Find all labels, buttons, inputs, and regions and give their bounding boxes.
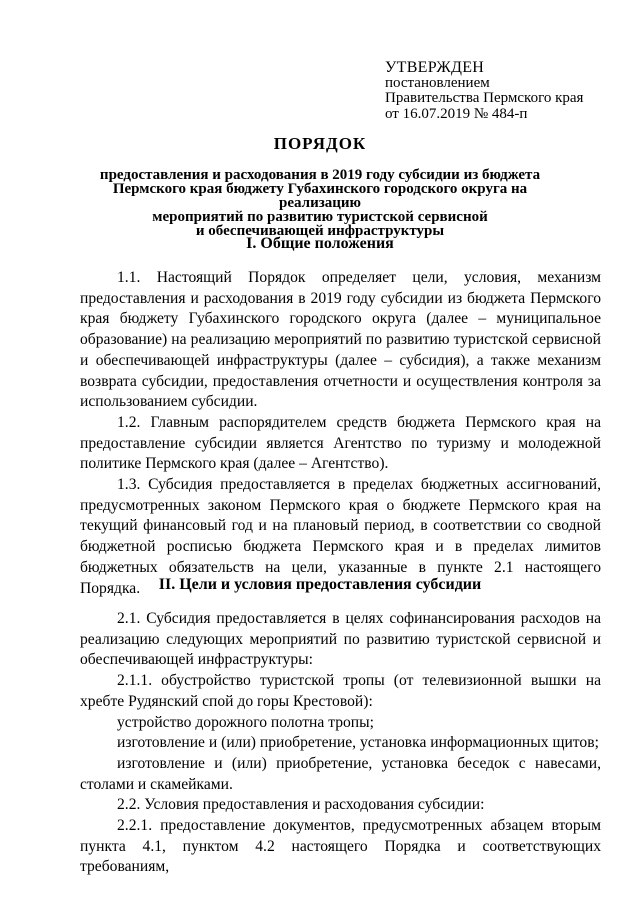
paragraph: 1.2. Главным распорядителем средств бюджета Пермского края на предоставление субсидии является Агентство по туризму и молодежной политике Пермского края (далее – Агентство).: [80, 413, 601, 473]
section-heading: II. Цели и условия предоставления субсидии: [158, 576, 482, 593]
approval-stamp: [385, 60, 625, 122]
section-body: [80, 268, 601, 599]
subtitle-line: Пермского края бюджету Губахинского городского округа на реализацию: [112, 181, 528, 211]
document-subtitle: [70, 168, 570, 238]
approval-heading: УТВЕРЖДЕН: [385, 59, 485, 76]
approval-line: постановлением: [385, 74, 490, 91]
paragraph: 2.2. Условия предоставления и расходования субсидии:: [117, 796, 485, 814]
document-title-block: [70, 134, 570, 238]
paragraph: изготовление и (или) приобретение, установка информационных щитов;: [117, 734, 599, 752]
paragraph: изготовление и (или) приобретение, установка беседок с навесами, столами и скамейками.: [80, 754, 601, 793]
document-title: ПОРЯДОК: [273, 134, 367, 153]
section-heading: I. Общие положения: [246, 235, 394, 252]
subtitle-line: мероприятий по развитию туристской сервисной: [152, 209, 488, 225]
section-body: [80, 609, 601, 878]
paragraph: 2.1. Субсидия предоставляется в целях софинансирования расходов на реализацию следующих мероприятий по развитию туристской сервисной и обеспечивающей инфраструктуры:: [80, 610, 601, 669]
paragraph: 2.1.1. обустройство туристской тропы (от телевизионной вышки на хребте Рудянский спой до горы Крестовой):: [80, 672, 601, 710]
paragraph: 2.2.1. предоставление документов, предусмотренных абзацем вторым пункта 4.1, пунктом 4.2 настоящего Порядка и соответствующих требованиям,: [80, 817, 601, 876]
paragraph: 1.3. Субсидия предоставляется в пределах бюджетных ассигнований, предусмотренных законом Пермского края о бюджете Пермского края на текущий финансовый год и на плановый период, в соответствии со сводной бюджетной росписью бюджета Пермского края и в пределах лимитов бюджетных обязательств на цели, указанные в пункте 2.1 настоящего Порядка.: [80, 476, 601, 597]
paragraph: устройство дорожного полотна тропы;: [117, 713, 374, 731]
approval-line: Правительства Пермского края: [385, 90, 584, 106]
approval-date-number: от 16.07.2019 № 484-п: [385, 105, 528, 122]
subtitle-line: и обеспечивающей инфраструктуры: [195, 223, 445, 239]
subtitle-line: предоставления и расходования в 2019 году субсидии из бюджета: [99, 167, 541, 183]
paragraph: 1.1. Настоящий Порядок определяет цели, условия, механизм предоставления и расходования в 2019 году субсидии из бюджета Пермского края бюджету Губахинского городского округа (далее – муниципальное образование) на реализацию мероприятий по развитию туристской сервисной и обеспечивающей инфраструктуры (далее – субсидия), а также механизм возврата субсидии, предоставления отчетности и осуществления контроля за использованием субсидии.: [80, 269, 601, 411]
